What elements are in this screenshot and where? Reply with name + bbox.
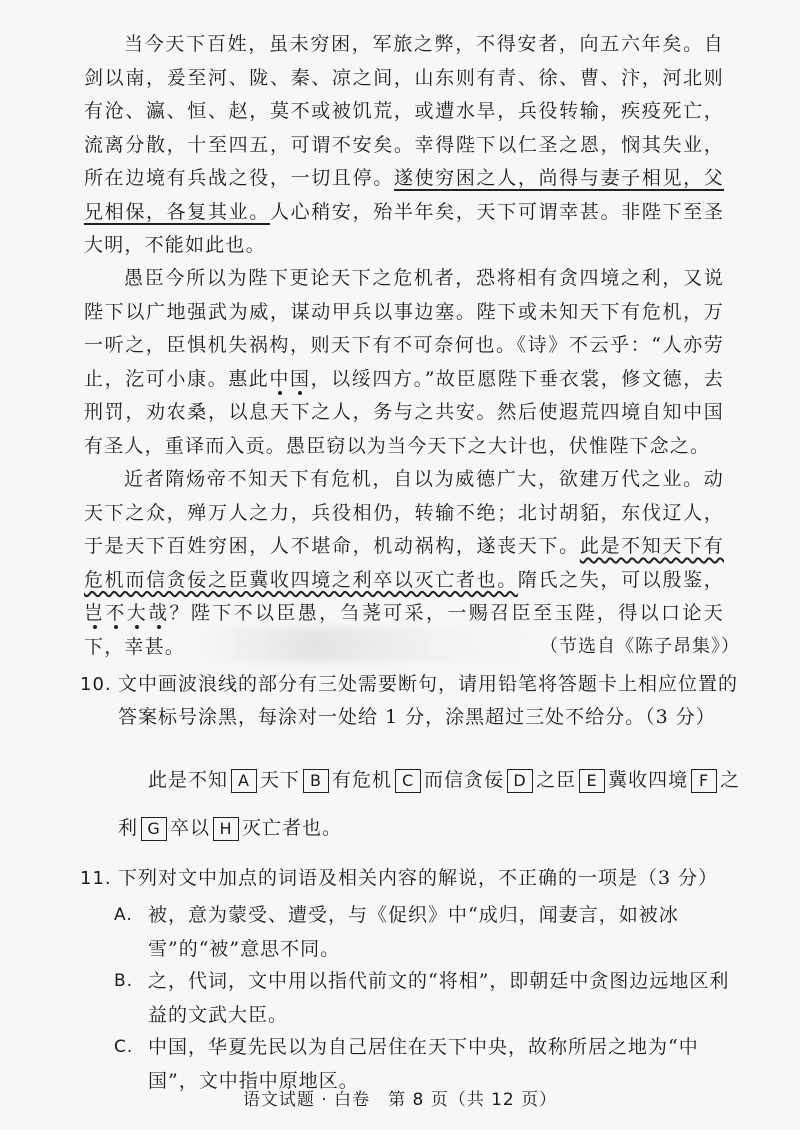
segment: 之 (720, 769, 741, 791)
question-text: 下列对文中加点的词语及相关内容的解说，不正确的一项是（3 分） (118, 867, 719, 889)
segment: 有危机 (332, 769, 393, 791)
option-label: B. (114, 971, 134, 991)
passage-source: （节选自《陈子昂集》） (540, 636, 740, 657)
option-text: 中国，华夏先民以为自己居住在天下中央，故称所居之地为“中国”，文中指中原地区。 (148, 1036, 699, 1092)
question-number: 11. (80, 868, 112, 889)
question-10 (80, 668, 740, 734)
answer-box-f[interactable]: F (691, 769, 717, 793)
sentence-break-line-2 (118, 813, 342, 841)
answer-box-d[interactable]: D (507, 769, 533, 793)
segment: 之臣 (536, 769, 577, 791)
answer-box-g[interactable]: G (141, 817, 167, 841)
paragraph-text: 人心稍安，殆半年矣，天下可谓幸甚。非陛下至圣大明，不能如此也。 (84, 200, 724, 256)
wavy-underlined-sentence: 此是不知天下有危机而信贪佞之臣冀收四境之利卒以灭亡者也。 (84, 535, 724, 591)
paragraph-text: ？ (169, 602, 191, 624)
answer-box-e[interactable]: E (579, 769, 605, 793)
underlined-sentence: 遂使穷困之人，尚得与妻子相见，父兄相保，各复其业。 (84, 167, 724, 223)
question-11 (80, 862, 740, 895)
sentence-break-line-1 (148, 765, 740, 793)
answer-box-b[interactable]: B (303, 769, 329, 793)
paragraph-text: 当今天下百姓，虽未穷困，军旅之弊，不得安者，向五六年矣。自剑以南，爰至河、陇、秦、凉之间，山东则有青、徐、曹、汴，河北则有沧、瀛、恒、赵，莫不或被饥荒，或遭水旱，兵役转输，疾疫死亡，流离分散，十至四五，可谓不安矣。幸得陛下以仁圣之恩，悯其失业，所在边境有兵战之役，一切且停。 (84, 33, 724, 189)
segment: 卒以 (170, 817, 211, 839)
paragraph-text: 愚臣今所以为陛下更论天下之危机者，恐将相有贪四境之利，又说陛下以广地强武为威，谋动甲兵以事边塞。陛下或未知天下有危机，万一听之，臣惧机失祸构，则天下有不可奈何也。《诗》不云乎：“人亦劳止，汔可小康。惠此 (84, 267, 724, 390)
passage-paragraph-2 (84, 262, 724, 463)
answer-box-h[interactable]: H (213, 817, 239, 841)
paragraph-text: 隋氏之失，可以殷鉴， (517, 568, 724, 591)
dotted-word: 岂 (84, 602, 106, 624)
segment: 冀收四境 (608, 769, 689, 791)
segment: 利 (118, 817, 139, 839)
paragraph-text: 陛下不以臣愚，刍荛可采，一赐召臣至玉陛，得以口论天下，幸甚。 (84, 602, 724, 658)
segment: 天下 (260, 769, 301, 791)
segment: 而信贪佞 (424, 769, 505, 791)
option-text: 被，意为蒙受、遭受，与《促织》中“成归，闻妻言，如被冰雪”的“被”意思不同。 (148, 904, 679, 960)
page-footer: 语文试题 · 白卷 第 8 页（共 12 页） (242, 1090, 558, 1110)
option-label: C. (114, 1037, 134, 1057)
answer-box-a[interactable]: A (231, 769, 257, 793)
dotted-word: 哉 (148, 602, 170, 624)
answer-box-c[interactable]: C (395, 769, 421, 793)
question-text: 文中画波浪线的部分有三处需要断句，请用铅笔将答题卡上相应位置的答案标号涂黑，每涂对一处给 1 分，涂黑超过三处不给分。（3 分） (118, 673, 739, 728)
option-label: A. (114, 905, 133, 925)
dotted-word: 不 (105, 602, 127, 624)
dotted-word: 中 (269, 367, 290, 390)
passage-paragraph-1 (84, 28, 724, 263)
dotted-word: 大 (126, 602, 149, 624)
paragraph-text: 近者隋炀帝不知天下有危机，自以为威德广大，欲建万代之业。动天下之众，殚万人之力，兵役相仍，转输不绝；北讨胡貊，东伐辽人，于是天下百姓穷困，人不堪命，机动祸构，遂丧天下。 (84, 468, 724, 557)
question-number: 10. (80, 674, 112, 695)
option-text: 之，代词，文中用以指代前文的“将相”，即朝廷中贪图边远地区利益的文武大臣。 (148, 970, 730, 1026)
dotted-word: 国 (290, 367, 311, 390)
segment: 此是不知 (148, 769, 229, 791)
option-a[interactable] (116, 898, 736, 966)
segment: 灭亡者也。 (242, 817, 343, 839)
option-b[interactable] (116, 964, 736, 1032)
smudge-mark (200, 628, 540, 662)
paragraph-text: ，以绥四方。”故臣愿陛下垂衣裳，修文德，去刑罚，劝农桑，以息天下之人，务与之共安。然后使遐荒四境自知中国有圣人，重译而入贡。愚臣窃以为当今天下之大计也，伏惟陛下念之。 (84, 367, 724, 457)
